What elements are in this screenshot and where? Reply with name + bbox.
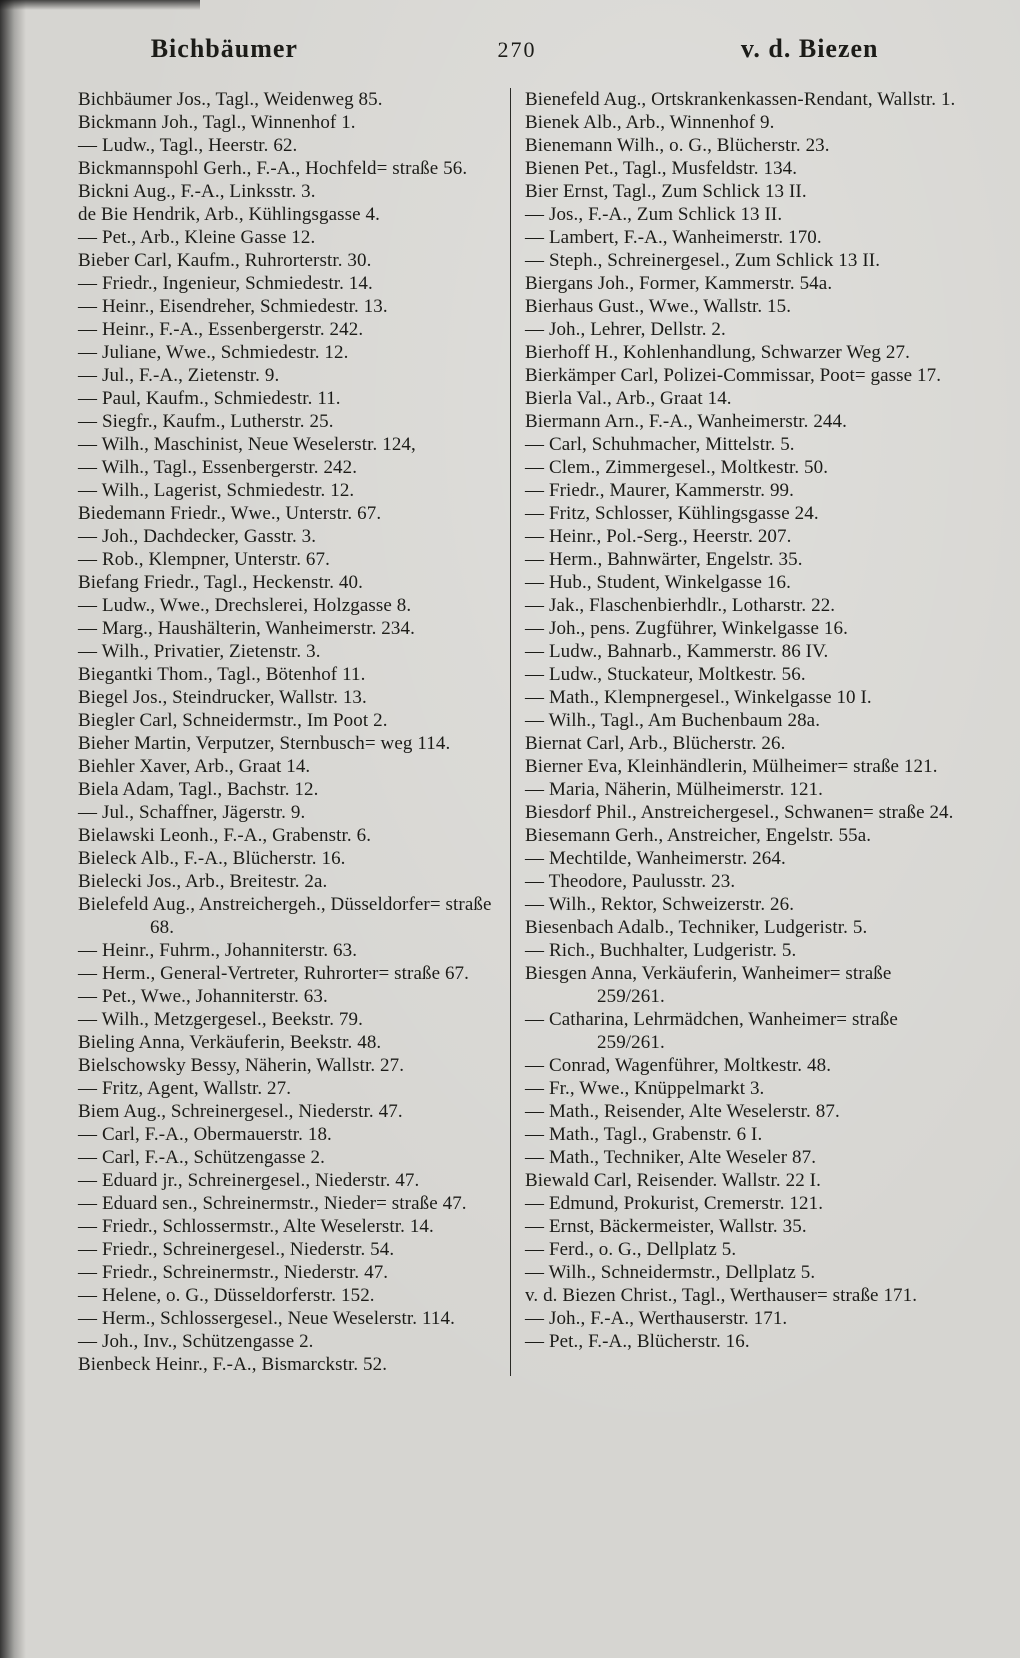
directory-entry: Biefang Friedr., Tagl., Heckenstr. 40.: [78, 572, 363, 593]
directory-entry: Biesenbach Adalb., Techniker, Ludgeristr. 5.: [525, 917, 868, 938]
header-guide-word-right: v. d. Biezen: [740, 34, 879, 63]
directory-entry: — Pet., F.-A., Blücherstr. 16.: [525, 1331, 750, 1352]
directory-entry: Bienek Alb., Arb., Winnenhof 9.: [525, 112, 775, 133]
scan-shadow-left: [0, 0, 26, 1658]
directory-entry: — Conrad, Wagenführer, Moltkestr. 48.: [525, 1055, 832, 1076]
directory-entry: — Jul., F.-A., Zietenstr. 9.: [78, 365, 280, 386]
directory-entry: Biesdorf Phil., Anstreichergesel., Schwanen= straße 24.: [525, 802, 954, 823]
directory-entry: — Friedr., Ingenieur, Schmiedestr. 14.: [78, 273, 373, 294]
directory-entry: Bierhaus Gust., Wwe., Wallstr. 15.: [525, 296, 792, 317]
directory-entry: Bienemann Wilh., o. G., Blücherstr. 23.: [525, 135, 830, 156]
directory-entry: — Mechtilde, Wanheimerstr. 264.: [525, 848, 786, 869]
directory-entry: — Herm., Schlossergesel., Neue Weselerstr. 114.: [78, 1308, 455, 1329]
directory-entry: Bienefeld Aug., Ortskrankenkassen-Rendant, Wallstr. 1.: [525, 89, 956, 110]
directory-entry: Bickni Aug., F.-A., Linksstr. 3.: [78, 181, 316, 202]
directory-entry: — Ludw., Wwe., Drechslerei, Holzgasse 8.: [78, 595, 412, 616]
directory-columns: [78, 88, 956, 1376]
directory-entry: Biesemann Gerh., Anstreicher, Engelstr. 55a.: [525, 825, 872, 846]
directory-entry: — Friedr., Schlossermstr., Alte Weselerstr. 14.: [78, 1216, 434, 1237]
directory-entry: Bienbeck Heinr., F.-A., Bismarckstr. 52.: [78, 1354, 388, 1375]
directory-entry: — Ernst, Bäckermeister, Wallstr. 35.: [525, 1216, 807, 1237]
directory-entry: — Fritz, Schlosser, Kühlingsgasse 24.: [525, 503, 819, 524]
directory-entry: Bieber Carl, Kaufm., Ruhrorterstr. 30.: [78, 250, 372, 271]
directory-entry: — Ludw., Bahnarb., Kammerstr. 86 IV.: [525, 641, 829, 662]
directory-entry: — Wilh., Schneidermstr., Dellplatz 5.: [525, 1262, 816, 1283]
directory-entry: — Marg., Haushälterin, Wanheimerstr. 234.: [78, 618, 415, 639]
directory-entry: — Friedr., Maurer, Kammerstr. 99.: [525, 480, 795, 501]
directory-entry: Biehler Xaver, Arb., Graat 14.: [78, 756, 311, 777]
header-guide-word-left: Bichbäumer: [150, 34, 298, 63]
directory-entry: — Theodore, Paulusstr. 23.: [525, 871, 736, 892]
directory-entry: — Catharina, Lehrmädchen, Wanheimer= straße 259/261.: [525, 1009, 898, 1053]
directory-entry: Biesgen Anna, Verkäuferin, Wanheimer= straße 259/261.: [525, 963, 892, 1007]
directory-entry: — Ferd., o. G., Dellplatz 5.: [525, 1239, 737, 1260]
directory-entry: Biermann Arn., F.-A., Wanheimerstr. 244.: [525, 411, 847, 432]
directory-entry: — Juliane, Wwe., Schmiedestr. 12.: [78, 342, 349, 363]
directory-entry: Bielefeld Aug., Anstreichergeh., Düsseldorfer= straße 68.: [78, 894, 492, 938]
directory-entry: — Carl, F.-A., Obermauerstr. 18.: [78, 1124, 332, 1145]
directory-entry: — Herm., Bahnwärter, Engelstr. 35.: [525, 549, 803, 570]
directory-entry: — Rich., Buchhalter, Ludgeristr. 5.: [525, 940, 797, 961]
directory-entry: v. d. Biezen Christ., Tagl., Werthauser= straße 171.: [525, 1285, 918, 1306]
directory-entry: Bierhoff H., Kohlenhandlung, Schwarzer Weg 27.: [525, 342, 910, 363]
directory-entry: — Joh., Inv., Schützengasse 2.: [78, 1331, 314, 1352]
directory-entry: — Hub., Student, Winkelgasse 16.: [525, 572, 791, 593]
directory-entry: Biergans Joh., Former, Kammerstr. 54a.: [525, 273, 833, 294]
directory-entry: — Wilh., Privatier, Zietenstr. 3.: [78, 641, 321, 662]
directory-entry: Bierla Val., Arb., Graat 14.: [525, 388, 732, 409]
directory-entry: Biem Aug., Schreinergesel., Niederstr. 47.: [78, 1101, 403, 1122]
directory-entry: Bienen Pet., Tagl., Musfeldstr. 134.: [525, 158, 798, 179]
directory-entry: — Heinr., Fuhrm., Johanniterstr. 63.: [78, 940, 358, 961]
directory-entry: — Heinr., Pol.-Serg., Heerstr. 207.: [525, 526, 792, 547]
directory-entry: Bielecki Jos., Arb., Breitestr. 2a.: [78, 871, 328, 892]
page-header: [78, 34, 956, 64]
directory-entry: — Wilh., Rektor, Schweizerstr. 26.: [525, 894, 795, 915]
directory-entry: — Heinr., Eisendreher, Schmiedestr. 13.: [78, 296, 388, 317]
directory-entry: — Heinr., F.-A., Essenbergerstr. 242.: [78, 319, 364, 340]
directory-entry: — Wilh., Maschinist, Neue Weselerstr. 124,: [78, 434, 416, 455]
directory-entry: — Wilh., Tagl., Am Buchenbaum 28a.: [525, 710, 821, 731]
directory-entry: — Steph., Schreinergesel., Zum Schlick 13 II.: [525, 250, 881, 271]
directory-entry: Bier Ernst, Tagl., Zum Schlick 13 II.: [525, 181, 807, 202]
directory-entry: — Joh., Lehrer, Dellstr. 2.: [525, 319, 726, 340]
directory-entry: — Maria, Näherin, Mülheimerstr. 121.: [525, 779, 824, 800]
directory-entry: — Wilh., Metzgergesel., Beekstr. 79.: [78, 1009, 363, 1030]
directory-entry: Bieling Anna, Verkäuferin, Beekstr. 48.: [78, 1032, 382, 1053]
directory-entry: Biewald Carl, Reisender. Wallstr. 22 I.: [525, 1170, 821, 1191]
column-divider: [510, 88, 511, 1376]
directory-entry: — Wilh., Lagerist, Schmiedestr. 12.: [78, 480, 355, 501]
directory-entry: Bielawski Leonh., F.-A., Grabenstr. 6.: [78, 825, 372, 846]
directory-entry: — Jak., Flaschenbierhdlr., Lotharstr. 22.: [525, 595, 836, 616]
directory-entry: — Eduard jr., Schreinergesel., Niederstr. 47.: [78, 1170, 420, 1191]
directory-entry: Biedemann Friedr., Wwe., Unterstr. 67.: [78, 503, 382, 524]
directory-entry: — Clem., Zimmergesel., Moltkestr. 50.: [525, 457, 829, 478]
directory-entry: Biegantki Thom., Tagl., Bötenhof 11.: [78, 664, 366, 685]
directory-entry: — Jos., F.-A., Zum Schlick 13 II.: [525, 204, 783, 225]
scan-shadow-top: [0, 0, 200, 10]
directory-entry: — Fritz, Agent, Wallstr. 27.: [78, 1078, 292, 1099]
directory-entry: Biegler Carl, Schneidermstr., Im Poot 2.: [78, 710, 388, 731]
directory-entry: Bielschowsky Bessy, Näherin, Wallstr. 27.: [78, 1055, 405, 1076]
directory-entry: — Siegfr., Kaufm., Lutherstr. 25.: [78, 411, 334, 432]
directory-entry: — Herm., General-Vertreter, Ruhrorter= straße 67.: [78, 963, 470, 984]
directory-entry: Bickmann Joh., Tagl., Winnenhof 1.: [78, 112, 356, 133]
directory-entry: — Ludw., Tagl., Heerstr. 62.: [78, 135, 298, 156]
directory-entry: — Pet., Wwe., Johanniterstr. 63.: [78, 986, 328, 1007]
directory-entry: de Bie Hendrik, Arb., Kühlingsgasse 4.: [78, 204, 380, 225]
directory-entry: Biela Adam, Tagl., Bachstr. 12.: [78, 779, 319, 800]
left-column: [78, 88, 496, 1376]
directory-entry: — Rob., Klempner, Unterstr. 67.: [78, 549, 330, 570]
directory-entry: — Pet., Arb., Kleine Gasse 12.: [78, 227, 316, 248]
directory-entry: — Friedr., Schreinermstr., Niederstr. 47.: [78, 1262, 389, 1283]
directory-entry: — Fr., Wwe., Knüppelmarkt 3.: [525, 1078, 765, 1099]
directory-entry: — Math., Reisender, Alte Weselerstr. 87.: [525, 1101, 840, 1122]
directory-entry: — Edmund, Prokurist, Cremerstr. 121.: [525, 1193, 824, 1214]
directory-entry: — Math., Techniker, Alte Weseler 87.: [525, 1147, 817, 1168]
directory-entry: — Wilh., Tagl., Essenbergerstr. 242.: [78, 457, 358, 478]
directory-entry: — Friedr., Schreinergesel., Niederstr. 54.: [78, 1239, 395, 1260]
right-column: [525, 88, 956, 1376]
directory-entry: Bichbäumer Jos., Tagl., Weidenweg 85.: [78, 89, 383, 110]
directory-entry: — Carl, F.-A., Schützengasse 2.: [78, 1147, 325, 1168]
directory-entry: Bierner Eva, Kleinhändlerin, Mülheimer= straße 121.: [525, 756, 938, 777]
directory-entry: — Joh., F.-A., Werthauserstr. 171.: [525, 1308, 788, 1329]
directory-entry: — Joh., Dachdecker, Gasstr. 3.: [78, 526, 317, 547]
directory-entry: — Eduard sen., Schreinermstr., Nieder= straße 47.: [78, 1193, 467, 1214]
directory-entry: Biegel Jos., Steindrucker, Wallstr. 13.: [78, 687, 367, 708]
directory-entry: — Lambert, F.-A., Wanheimerstr. 170.: [525, 227, 822, 248]
directory-entry: Bickmannspohl Gerh., F.-A., Hochfeld= straße 56.: [78, 158, 468, 179]
directory-entry: — Math., Tagl., Grabenstr. 6 I.: [525, 1124, 763, 1145]
directory-entry: — Math., Klempnergesel., Winkelgasse 10 I.: [525, 687, 872, 708]
directory-entry: — Paul, Kaufm., Schmiedestr. 11.: [78, 388, 341, 409]
page-number: 270: [497, 37, 537, 62]
directory-entry: Bierkämper Carl, Polizei-Commissar, Poot= gasse 17.: [525, 365, 942, 386]
directory-entry: Bieher Martin, Verputzer, Sternbusch= weg 114.: [78, 733, 451, 754]
directory-entry: — Carl, Schuhmacher, Mittelstr. 5.: [525, 434, 795, 455]
directory-entry: — Helene, o. G., Düsseldorferstr. 152.: [78, 1285, 375, 1306]
directory-entry: Biernat Carl, Arb., Blücherstr. 26.: [525, 733, 786, 754]
directory-entry: — Joh., pens. Zugführer, Winkelgasse 16.: [525, 618, 848, 639]
directory-entry: — Ludw., Stuckateur, Moltkestr. 56.: [525, 664, 806, 685]
directory-entry: Bieleck Alb., F.-A., Blücherstr. 16.: [78, 848, 346, 869]
directory-entry: — Jul., Schaffner, Jägerstr. 9.: [78, 802, 306, 823]
